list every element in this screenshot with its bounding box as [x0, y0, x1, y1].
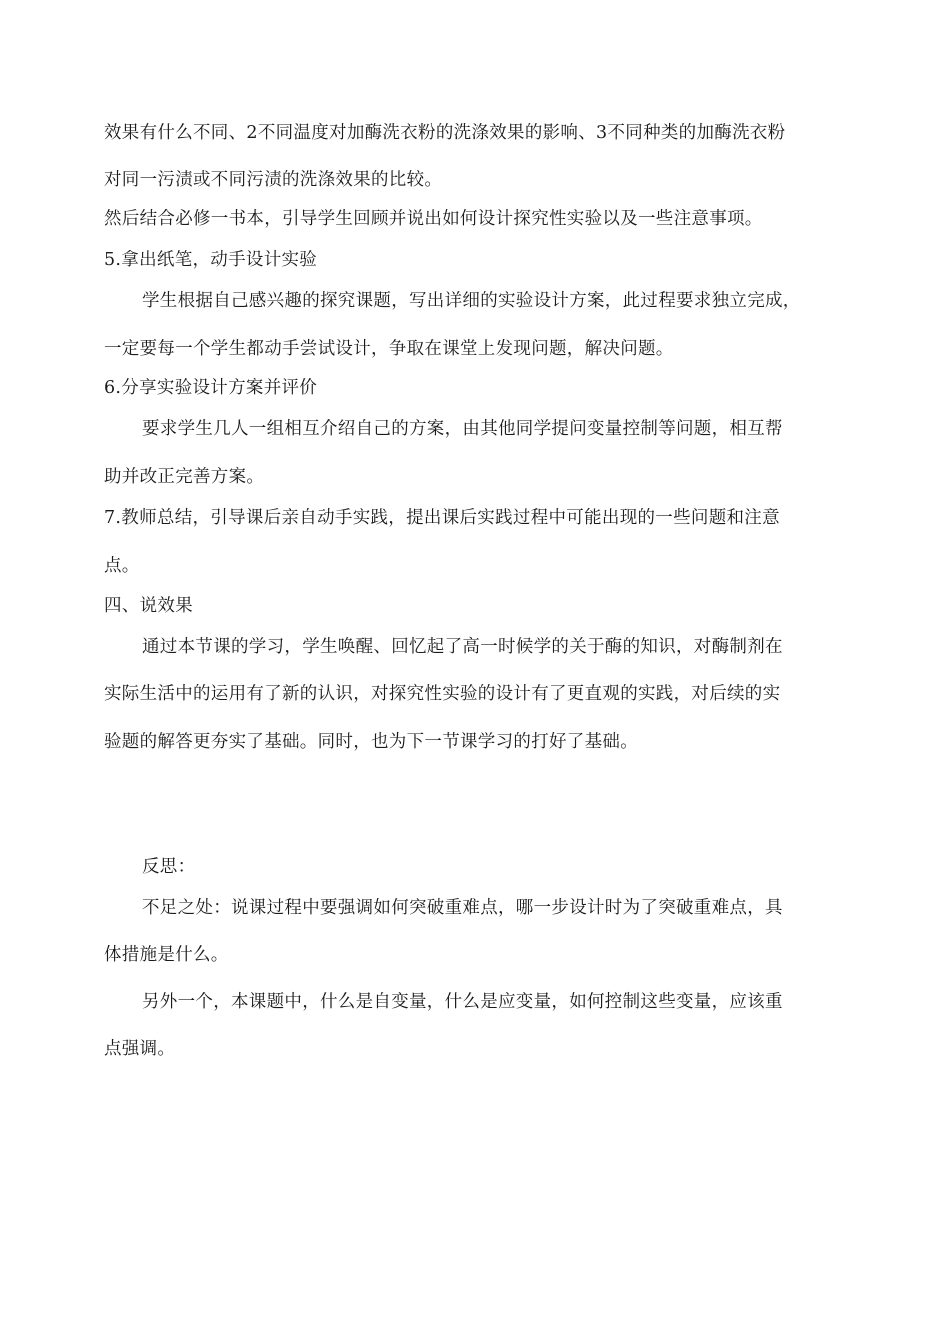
- paragraph-line: 不足之处：说课过程中要强调如何突破重难点，哪一步设计时为了突破重难点，具: [142, 898, 783, 918]
- paragraph-line: 实际生活中的运用有了新的认识，对探究性实验的设计有了更直观的实践，对后续的实: [104, 684, 781, 704]
- paragraph-line: 对同一污渍或不同污渍的洗涤效果的比较。: [104, 170, 443, 190]
- section-heading: 5.拿出纸笔，动手设计实验: [104, 250, 318, 270]
- paragraph-line: 另外一个，本课题中，什么是自变量，什么是应变量，如何控制这些变量，应该重: [142, 992, 783, 1012]
- section-heading: 四、说效果: [104, 596, 193, 616]
- paragraph-line: 要求学生几人一组相互介绍自己的方案，由其他同学提问变量控制等问题，相互帮: [142, 419, 783, 439]
- paragraph-line: 一定要每一个学生都动手尝试设计，争取在课堂上发现问题，解决问题。: [104, 339, 674, 359]
- paragraph-line: 助并改正完善方案。: [104, 467, 265, 487]
- paragraph-line: 效果有什么不同、2不同温度对加酶洗衣粉的洗涤效果的影响、3不同种类的加酶洗衣粉: [104, 123, 786, 143]
- paragraph-line: 然后结合必修一书本，引导学生回顾并说出如何设计探究性实验以及一些注意事项。: [104, 209, 763, 229]
- reflection-heading: 反思：: [142, 857, 196, 877]
- section-heading: 6.分享实验设计方案并评价: [104, 378, 318, 398]
- section-heading: 7.教师总结，引导课后亲自动手实践，提出课后实践过程中可能出现的一些问题和注意: [104, 508, 780, 528]
- paragraph-line: 点强调。: [104, 1039, 176, 1059]
- paragraph-line: 通过本节课的学习，学生唤醒、回忆起了高一时候学的关于酶的知识，对酶制剂在: [142, 637, 783, 657]
- paragraph-line: 点。: [104, 556, 140, 576]
- paragraph-line: 学生根据自己感兴趣的探究课题，写出详细的实验设计方案，此过程要求独立完成，: [142, 291, 801, 311]
- paragraph-line: 体措施是什么。: [104, 945, 229, 965]
- paragraph-line: 验题的解答更夯实了基础。同时，也为下一节课学习的打好了基础。: [104, 732, 638, 752]
